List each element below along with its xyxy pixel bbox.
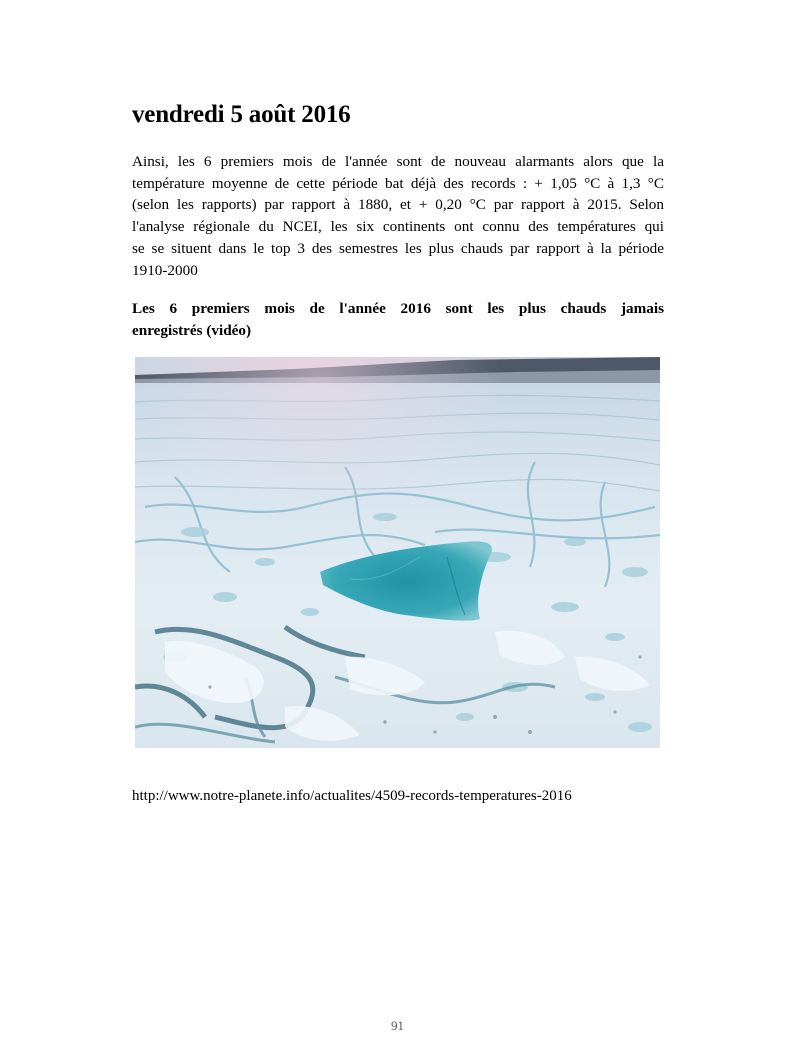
page-number: 91 [391, 1018, 404, 1033]
source-link[interactable]: http://www.notre-planete.info/actualites/4509-records-temperatures-2016 [132, 788, 572, 804]
paragraph-line: 1910-2000 [132, 261, 198, 279]
paragraph-line: température moyenne de cette période bat déjà des records : + 1,05 °C à 1,3 °C [132, 174, 664, 192]
subtitle-line: enregistrés (vidéo) [132, 322, 252, 339]
subtitle-line: Les 6 premiers mois de l'année 2016 sont les plus chauds jamais [132, 300, 664, 317]
paragraph-line: se se situent dans le top 3 des semestres les plus chauds par rapport à la période [132, 239, 664, 257]
melting-sea-ice-photo [135, 357, 660, 748]
paragraph-line: l'analyse régionale du NCEI, les six continents ont connu des températures qui [132, 218, 664, 236]
post-paragraph [132, 151, 664, 281]
post-date-heading: vendredi 5 août 2016 [132, 101, 351, 128]
paragraph-line: Ainsi, les 6 premiers mois de l'année sont de nouveau alarmants alors que la [132, 153, 664, 170]
article-subtitle [132, 298, 664, 342]
paragraph-line: (selon les rapports) par rapport à 1880, et + 0,20 °C par rapport à 2015. Selon [132, 196, 664, 214]
